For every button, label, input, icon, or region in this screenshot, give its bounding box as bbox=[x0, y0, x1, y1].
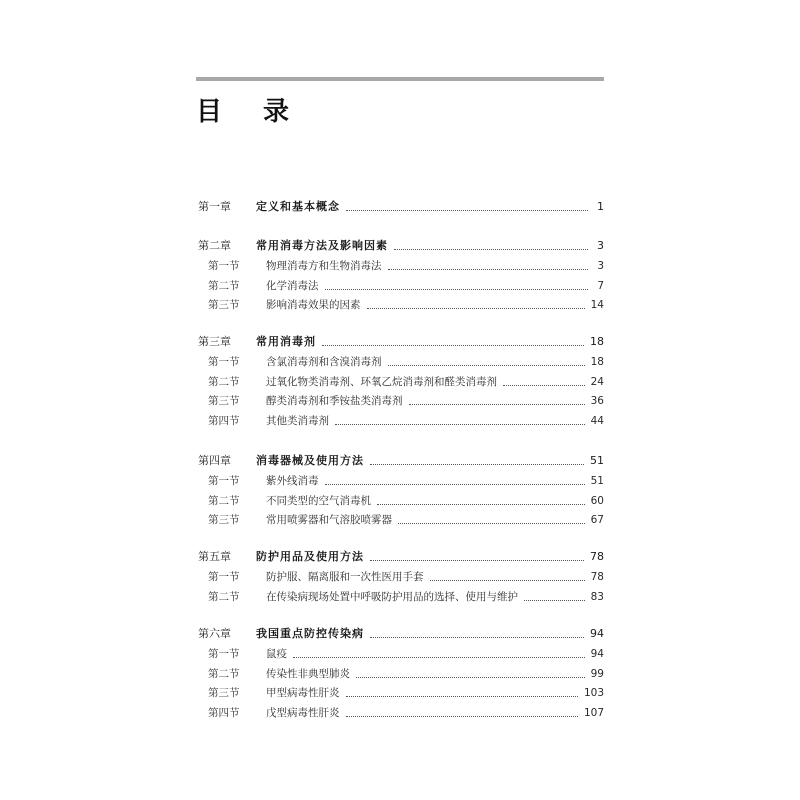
leader-dots bbox=[398, 522, 585, 524]
section-title: 甲型病毒性肝炎 bbox=[266, 687, 340, 699]
section-page-number: 44 bbox=[590, 414, 604, 427]
section-title: 紫外线消毒 bbox=[266, 475, 319, 487]
section-number: 第一节 bbox=[208, 648, 240, 660]
section-entry bbox=[208, 393, 604, 409]
section-entry bbox=[208, 589, 604, 605]
section-number: 第三节 bbox=[208, 687, 240, 699]
section-page-number: 83 bbox=[590, 590, 604, 603]
section-entry bbox=[208, 354, 604, 370]
section-page-number: 7 bbox=[597, 279, 604, 292]
leader-dots bbox=[367, 307, 585, 309]
leader-dots bbox=[370, 636, 584, 638]
section-page-number: 51 bbox=[590, 475, 604, 487]
chapter-page-number: 78 bbox=[590, 550, 604, 563]
chapter-entry bbox=[198, 238, 604, 254]
chapter-entry bbox=[198, 199, 604, 215]
leader-dots bbox=[325, 483, 585, 485]
section-title: 鼠疫 bbox=[266, 648, 287, 660]
section-number: 第一节 bbox=[208, 260, 240, 272]
page-title: 目 录 bbox=[196, 97, 306, 127]
section-entry bbox=[208, 493, 604, 509]
chapter-title: 常用消毒方法及影响因素 bbox=[256, 239, 388, 252]
leader-dots bbox=[293, 656, 585, 658]
section-number: 第二节 bbox=[208, 279, 240, 292]
section-page-number: 18 bbox=[590, 356, 604, 368]
section-title: 过氧化物类消毒剂、环氧乙烷消毒剂和醛类消毒剂 bbox=[266, 375, 497, 388]
leader-dots bbox=[377, 503, 585, 505]
section-title: 不同类型的空气消毒机 bbox=[266, 494, 371, 507]
chapter-entry bbox=[198, 334, 604, 350]
chapter-number: 第三章 bbox=[198, 335, 231, 348]
chapter-number: 第六章 bbox=[198, 627, 231, 640]
chapter-entry bbox=[198, 549, 604, 565]
section-title: 传染性非典型肺炎 bbox=[266, 667, 350, 680]
section-title: 常用喷雾器和气溶胶喷雾器 bbox=[266, 514, 392, 526]
leader-dots bbox=[346, 695, 578, 697]
chapter-number: 第二章 bbox=[198, 239, 231, 252]
chapter-number: 第一章 bbox=[198, 200, 231, 213]
section-page-number: 36 bbox=[590, 395, 604, 407]
section-page-number: 107 bbox=[583, 706, 604, 719]
section-page-number: 3 bbox=[597, 260, 604, 272]
chapter-title: 防护用品及使用方法 bbox=[256, 550, 364, 563]
section-entry bbox=[208, 297, 604, 313]
leader-dots bbox=[322, 344, 584, 346]
section-entry bbox=[208, 473, 604, 489]
chapter-title: 常用消毒剂 bbox=[256, 335, 316, 348]
section-page-number: 14 bbox=[590, 299, 604, 311]
leader-dots bbox=[325, 288, 589, 290]
chapter-page-number: 51 bbox=[590, 454, 604, 467]
section-number: 第三节 bbox=[208, 514, 240, 526]
leader-dots bbox=[524, 599, 585, 601]
section-number: 第二节 bbox=[208, 494, 240, 507]
leader-dots bbox=[503, 384, 585, 386]
section-title: 防护服、隔离服和一次性医用手套 bbox=[266, 571, 424, 583]
section-number: 第一节 bbox=[208, 356, 240, 368]
section-number: 第一节 bbox=[208, 475, 240, 487]
section-entry bbox=[208, 374, 604, 390]
chapter-entry bbox=[198, 626, 604, 642]
section-page-number: 24 bbox=[590, 375, 604, 388]
section-entry bbox=[208, 646, 604, 662]
leader-dots bbox=[370, 463, 584, 465]
section-entry bbox=[208, 685, 604, 701]
section-number: 第一节 bbox=[208, 571, 240, 583]
chapter-title: 消毒器械及使用方法 bbox=[256, 454, 364, 467]
chapter-page-number: 1 bbox=[597, 200, 604, 213]
leader-dots bbox=[335, 423, 585, 425]
leader-dots bbox=[346, 715, 578, 717]
section-title: 化学消毒法 bbox=[266, 279, 319, 292]
section-page-number: 94 bbox=[590, 648, 604, 660]
chapter-page-number: 18 bbox=[590, 335, 604, 348]
section-number: 第二节 bbox=[208, 375, 240, 388]
leader-dots bbox=[409, 403, 585, 405]
leader-dots bbox=[370, 559, 584, 561]
leader-dots bbox=[394, 248, 588, 250]
section-number: 第四节 bbox=[208, 706, 240, 719]
leader-dots bbox=[388, 268, 589, 270]
section-page-number: 99 bbox=[590, 667, 604, 680]
section-title: 在传染病现场处置中呼吸防护用品的选择、使用与维护 bbox=[266, 590, 518, 603]
section-number: 第三节 bbox=[208, 395, 240, 407]
section-entry bbox=[208, 278, 604, 294]
chapter-page-number: 3 bbox=[597, 239, 604, 252]
leader-dots bbox=[346, 209, 588, 211]
section-number: 第三节 bbox=[208, 299, 240, 311]
chapter-number: 第四章 bbox=[198, 454, 231, 467]
chapter-entry bbox=[198, 453, 604, 469]
section-title: 物理消毒方和生物消毒法 bbox=[266, 260, 382, 272]
section-number: 第四节 bbox=[208, 414, 240, 427]
section-entry bbox=[208, 512, 604, 528]
section-title: 醇类消毒剂和季铵盐类消毒剂 bbox=[266, 395, 403, 407]
chapter-number: 第五章 bbox=[198, 550, 231, 563]
section-title: 其他类消毒剂 bbox=[266, 414, 329, 427]
section-title: 戊型病毒性肝炎 bbox=[266, 706, 340, 719]
section-page-number: 67 bbox=[590, 514, 604, 526]
section-number: 第二节 bbox=[208, 590, 240, 603]
section-entry bbox=[208, 258, 604, 274]
section-entry bbox=[208, 705, 604, 721]
section-number: 第二节 bbox=[208, 667, 240, 680]
section-title: 影响消毒效果的因素 bbox=[266, 299, 361, 311]
section-page-number: 78 bbox=[590, 571, 604, 583]
section-page-number: 103 bbox=[583, 687, 604, 699]
section-page-number: 60 bbox=[590, 494, 604, 507]
chapter-title: 我国重点防控传染病 bbox=[256, 627, 364, 640]
leader-dots bbox=[356, 676, 585, 678]
chapter-title: 定义和基本概念 bbox=[256, 200, 340, 213]
chapter-page-number: 94 bbox=[590, 627, 604, 640]
section-entry bbox=[208, 413, 604, 429]
leader-dots bbox=[430, 579, 585, 581]
section-title: 含氯消毒剂和含溴消毒剂 bbox=[266, 356, 382, 368]
leader-dots bbox=[388, 364, 585, 366]
section-entry bbox=[208, 666, 604, 682]
section-entry bbox=[208, 569, 604, 585]
